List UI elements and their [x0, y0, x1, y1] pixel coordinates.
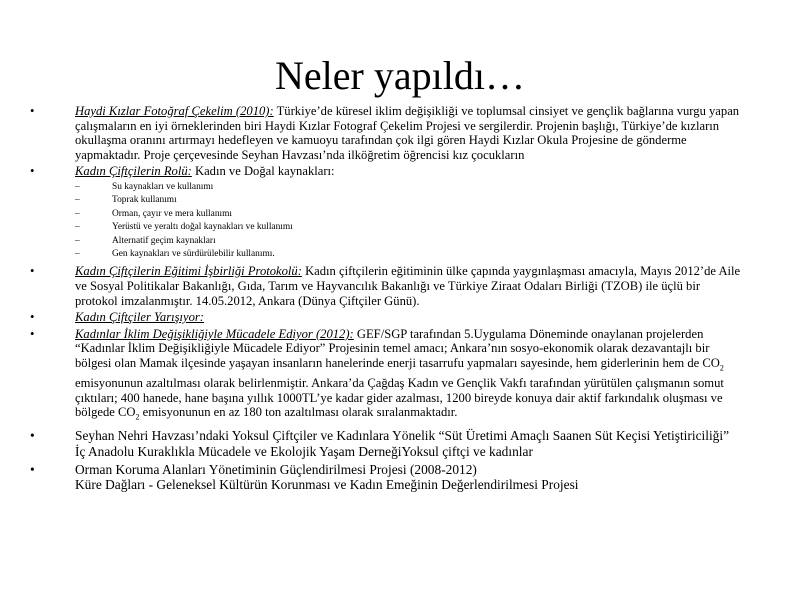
item-text-part-a: GEF/SGP tarafından 5.Uygulama Döneminde onaylanan projelerden “Kadınlar İklim Değişikliğiyle Mücadele Ediyor” Projesinin temel amacı; Ankara’nın sosyo-ekonomik olarak dezavantajlı bir bölgesi olan Mamak ilçesinde yaşayan insanların hanelerinde enerji tasarrufu yapmaları sayesinde, hem giderlerinin hem de CO [75, 326, 720, 370]
bullet-icon: • [30, 164, 35, 179]
dash-icon: – [75, 222, 80, 233]
bullet-icon: • [30, 326, 35, 341]
bullet-icon: • [30, 461, 35, 477]
item-text-part-b: emisyonunun azaltılması olarak belirlenmiştir. Ankara’da Çağdaş Kadın ve Gençlik Vakfı tarafından yürütülen çalışmanın somut çıktıları; 400 hanede, hane başına yıllık 1000TL’ye kadar gider azalması, 1200 bireyde konuya dair aktif farkındalık oluşması ve bölgede CO [75, 376, 724, 420]
sub-item [75, 194, 742, 207]
sub-item-text: Alternatif geçim kaynakları [112, 235, 216, 246]
bullet-icon: • [30, 310, 35, 325]
dash-icon: – [75, 249, 80, 259]
item-line-1: Orman Koruma Alanları Yönetiminin Güçlendirilmesi Projesi (2008-2012) [75, 461, 477, 477]
item-label: Kadın Çiftçilerin Rolü: [75, 164, 192, 179]
slide-title: Neler yapıldı… [275, 53, 525, 98]
list-item-egitim-protokolu [30, 264, 742, 308]
slide-content [30, 104, 742, 494]
sub-list [75, 181, 742, 261]
sub-item [75, 235, 742, 248]
item-text [75, 326, 724, 422]
sub-item-text: Yerüstü ve yeraltı doğal kaynakları ve kullanımı [112, 222, 293, 233]
item-text-part-c: emisyonunun en az 180 ton azaltılması olarak sıralanmaktadır. [139, 405, 458, 420]
sub-item [75, 208, 742, 221]
bullet-icon: • [30, 264, 35, 279]
item-label: Kadınlar İklim Değişikliğiyle Mücadele Ediyor (2012): [75, 326, 354, 341]
list-item-yarisiyor [30, 310, 742, 325]
dash-icon: – [75, 181, 80, 192]
bullet-list [30, 104, 742, 492]
list-item-kadin-ciftcilerin-rolu [30, 164, 742, 261]
co2-subscript: 2 [135, 412, 140, 422]
sub-item [75, 181, 742, 194]
item-text: Seyhan Nehri Havzası’ndaki Yoksul Çiftçiler ve Kadınlara Yönelik “Süt Üretimi Amaçlı Saanen Süt Keçisi Yetiştiriciliği” İç Anadolu Kuraklıkla Mücadele ve Ekolojik Yaşam DerneğiYoksul çiftçi ve kadınlar [75, 428, 730, 459]
dash-icon: – [75, 235, 80, 246]
item-text: Kadın çiftçilerin eğitiminin ülke çapında yaygınlaşması amacıyla, Mayıs 2012’de Aile ve Sosyal Politikalar Bakanlığı, Gıda, Tarım ve Hayvancılık Bakanlığı ve Türkiye Ziraat Odaları Birliği (TZOB) ile üçlü bir protokol imzalanmıştır. 14.05.2012, Ankara (Dünya Çiftçiler Günü). [75, 264, 741, 308]
bullet-icon: • [30, 104, 35, 118]
co2-subscript: 2 [719, 363, 724, 373]
list-item-haydi-kizlar [30, 104, 742, 162]
item-label: Kadın Çiftçilerin Eğitimi İşbirliği Protokolü: [75, 264, 302, 279]
dash-icon: – [75, 208, 80, 219]
sub-item-text: Orman, çayır ve mera kullanımı [112, 208, 233, 219]
sub-item-text: Toprak kullanımı [112, 195, 177, 206]
item-text: Kadın ve Doğal kaynakları: [191, 164, 335, 179]
list-item-seyhan-nehri [30, 428, 742, 458]
sub-item-text: Gen kaynakları ve sürdürülebilir kullanımı. [112, 249, 275, 259]
sub-item [75, 248, 742, 261]
item-text: Türkiye’de küresel iklim değişikliği ve toplumsal cinsiyet ve gençlik bağlarına vurgu yapan çalışmaların en iyi örneklerinden biri Haydi Kızlar Fotograf Çekelim Projesi ve sergilerdir. Projenin başlığı, Türkiye’de kızların okullaşma oranını artırmayı hedefleyen ve kamuoyu tarafından çok ilgi gören Haydi Kızlar Okula Projesine de gönderme yapmaktadır. Proje çerçevesinde Seyhan Havzası’nda ilköğretim öğrencisi kız çocukların [75, 104, 740, 162]
sub-item-text: Su kaynakları ve kullanımı [112, 181, 214, 192]
item-label: Haydi Kızlar Fotoğraf Çekelim (2010): [75, 104, 274, 118]
list-item-iklim-degisikligi [30, 327, 742, 426]
list-item-orman-koruma [30, 462, 742, 492]
bullet-icon: • [30, 428, 35, 444]
item-label: Kadın Çiftçiler Yarışıyor: [75, 310, 204, 325]
item-line-2: Küre Dağları - Geleneksel Kültürün Korunması ve Kadın Emeğinin Değerlendirilmesi Projesi [75, 476, 579, 492]
sub-item [75, 221, 742, 234]
dash-icon: – [75, 195, 80, 206]
